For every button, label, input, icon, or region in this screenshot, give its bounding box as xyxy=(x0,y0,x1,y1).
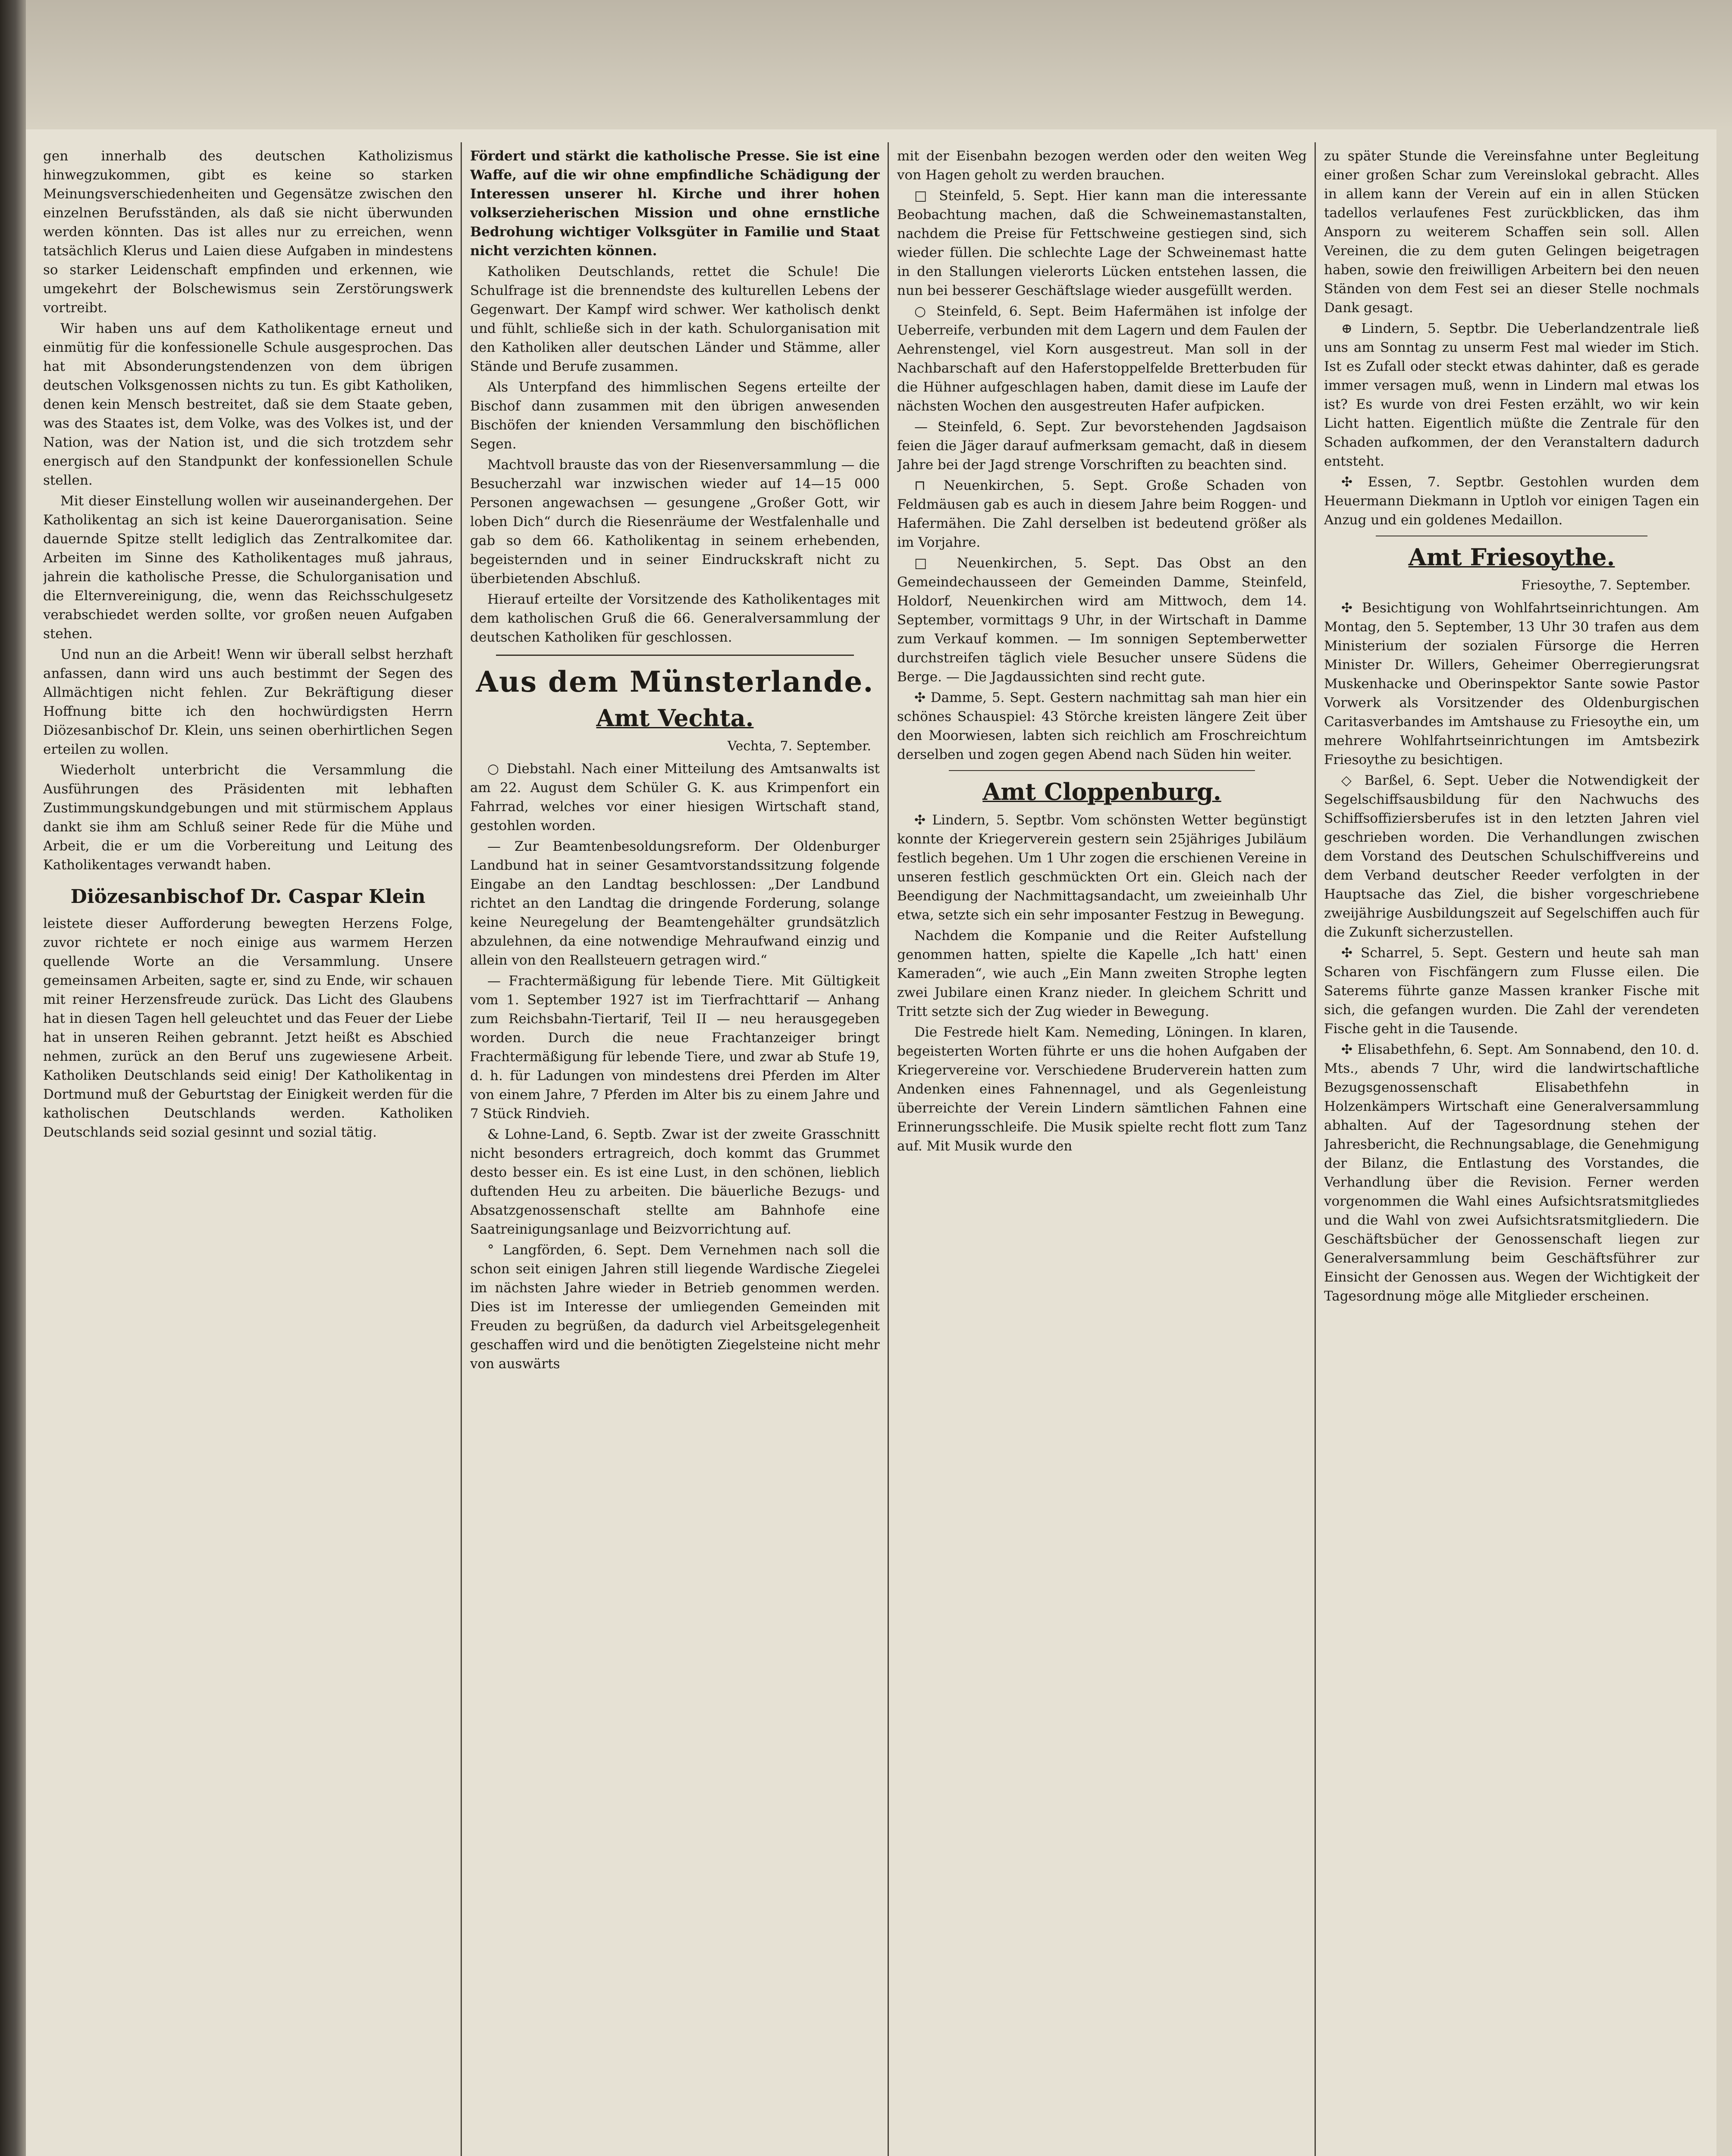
separator xyxy=(949,770,1255,771)
paragraph: ✣ Scharrel, 5. Sept. Gestern und heute sah man Scharen von Fischfängern zum Flusse eilen. Die Saterems führte ganze Massen kranker Fische mit sich, die gefangen wurden. Die Zahl der verendeten Fische geht in die Tausende. xyxy=(1324,945,1699,1037)
column-1 xyxy=(43,147,453,2156)
paragraph: ✣ Damme, 5. Sept. Gestern nachmittag sah man hier ein schönes Schauspiel: 43 Störche kreisten längere Zeit über den Moorwiesen, labten sich reichlich am Froschreichtum derselben und zogen gegen Abend nach Süden hin weiter. xyxy=(897,690,1307,762)
section-heading: Diözesanbischof Dr. Caspar Klein xyxy=(70,886,426,908)
paragraph: — Steinfeld, 6. Sept. Zur bevorstehenden Jagdsaison feien die Jäger darauf aufmerksam gemacht, daß in diesem Jahre bei der Jagd strenge Vorschriften zu beachten sind. xyxy=(897,419,1307,473)
subsection-title: Amt Friesoythe. xyxy=(1408,543,1615,571)
paragraph: Machtvoll brauste das von der Riesenversammlung — die Besucherzahl war inzwischen wieder auf 14—15 000 Personen angewachsen — gesungene „Großer Gott, wir loben Dich“ durch die Riesenräume der Westfalenhalle und gab so dem 66. Katholikentag in seinem erhebenden, begeisternden und in seiner Eindruckskraft nicht zu überbietenden Abschluß. xyxy=(470,457,880,586)
paragraph: & Lohne-Land, 6. Septb. Zwar ist der zweite Grasschnitt nicht besonders ertragreich, doch kommt das Grummet desto besser ein. Es ist eine Lust, in den schönen, lieblich duftenden Heu zu arbeiten. Die bäuerliche Bezugs- und Absatzgenossenschaft stellte am Bahnhofe eine Saatreinigungsanlage und Beizvorrichtung auf. xyxy=(470,1127,880,1237)
paragraph: gen innerhalb des deutschen Katholizismus hinwegzukommen, gibt es keine so starken Meinungsverschiedenheiten und Gegensätze zwischen den einzelnen Berufsständen, als daß sie nicht überwunden werden könnten. Das ist alles nur zu erreichen, wenn tatsächlich Klerus und Laien diese Aufgaben in mindestens so starker Leidenschaft empfinden und erkennen, wie umgekehrt der Bolschewismus sein Zerstörungswerk vortreibt. xyxy=(43,148,453,316)
subsection-title: Amt Cloppenburg. xyxy=(982,778,1221,805)
paragraph: Die Festrede hielt Kam. Nemeding, Löningen. In klaren, begeisterten Worten führte er uns die hohen Aufgaben der Kriegervereine vor. Verschiedene Bruderverein hatten zum Andenken eines Fahnennagel, und als Gegenleistung überreichte der Verein Lindern sämtlichen Fahnen eine Erinnerungsschleife. Die Musik spielte recht flott zum Tanz auf. Mit Musik wurde den xyxy=(897,1025,1307,1154)
paragraph: ✣ Elisabethfehn, 6. Sept. Am Sonnabend, den 10. d. Mts., abends 7 Uhr, wird die landwirtschaftliche Bezugsgenossenschaft Elisabethfehn in Holzenkämpers Wirtschaft eine Generalversammlung abhalten. Auf der Tagesordnung stehen der Jahresbericht, die Rechnungsablage, die Genehmigung der Bilanz, die Entlastung des Vorstandes, die Verhandlung über die Revision. Ferner werden vorgenommen die Wahl eines Aufsichtsratsmitgliedes und die Wahl von zwei Aufsichtsratsmitgliedern. Die Geschäftsbücher der Genossenschaft liegen zur Generalversammlung beim Geschäftsführer zur Einsicht der Genossen aus. Wegen der Wichtigkeit der Tagesordnung möge alle Mitglieder erscheinen. xyxy=(1324,1042,1699,1304)
column-3 xyxy=(897,147,1307,2156)
paragraph: — Frachtermäßigung für lebende Tiere. Mit Gültigkeit vom 1. September 1927 ist im Tierfrachttarif — Anhang zum Reichsbahn-Tiertarif, Teil II — neu herausgegeben worden. Durch die neue Frachtanzeiger bringt Frachtermäßigung für lebende Tiere, und zwar ab Stufe 19, d. h. für Ladungen von mindestens drei Pferden im Alter von einem Jahre, 7 Pferden im Alter bis zu einem Jahre und 7 Stück Rindvieh. xyxy=(470,973,880,1122)
column-rule xyxy=(888,142,889,2156)
paragraph: zu später Stunde die Vereinsfahne unter Begleitung einer großen Schar zum Vereinslokal gebracht. Alles in allem kann der Verein auf ein in allen Stücken tadellos verlaufenes Fest zurückblicken, das ihm Ansporn zu weiterem Schaffen sein soll. Allen Vereinen, die zu dem guten Gelingen beigetragen haben, sowie den freiwilligen Arbeitern bei den neuen Ständen von dem Fest sei an dieser Stelle nochmals Dank gesagt. xyxy=(1324,148,1699,316)
paragraph: ✣ Besichtigung von Wohlfahrtseinrichtungen. Am Montag, den 5. September, 13 Uhr 30 trafen aus dem Ministerium der sozialen Fürsorge die Herren Minister Dr. Willers, Geheimer Oberregierungsrat Muskenhacke und Oberinspektor Sante sowie Pastor Vorwerk als Vorsitzender des Oldenburgischen Caritasverbandes im Amtshause zu Friesoythe ein, um mehrere Wohlfahrtseinrichtungen im Amtsbezirk Friesoythe zu besichtigen. xyxy=(1324,600,1699,768)
paragraph: Hierauf erteilte der Vorsitzende des Katholikentages mit dem katholischen Gruß die 66. Generalversammlung der deutschen Katholiken für geschlossen. xyxy=(470,592,880,645)
paragraph: ⊓ Neuenkirchen, 5. Sept. Große Schaden von Feldmäusen gab es auch in diesem Jahre beim Roggen- und Hafermähen. Die Zahl derselben ist bedeutend größer als im Vorjahre. xyxy=(897,478,1307,550)
paragraph: ○ Steinfeld, 6. Sept. Beim Hafermähen ist infolge der Ueberreife, verbunden mit dem Lagern und dem Faulen der Aehrenstengel, viel Korn ausgestreut. Man soll in der Nachbarschaft auf den Haferstoppelfelde Bretterbuden für die Hühner aufgeschlagen haben, damit diese im Laufe der nächsten Wochen den ausgestreuten Hafer aufpicken. xyxy=(897,304,1307,414)
dateline: Vechta, 7. September. xyxy=(727,739,871,754)
paragraph: Nachdem die Kompanie und die Reiter Aufstellung genommen hatten, spielte die Kapelle „Ich hatt' einen Kameraden“, wie auch „Ein Mann zweiten Strophe legten zwei Jubilare einen Kranz nieder. In gleichem Schritt und Tritt setzte sich der Zug wieder in Bewegung. xyxy=(897,928,1307,1019)
paragraph: □ Neuenkirchen, 5. Sept. Das Obst an den Gemeindechausseen der Gemeinden Damme, Steinfeld, Holdorf, Neuenkirchen wird am Mittwoch, dem 14. September, vormittags 9 Uhr, in der Wirtschaft in Damme zum Verkauf kommen. — Im sonnigen Septemberwetter durchstreifen täglich viele Besucher unsere Südens die Berge. — Die Jagdaussichten sind recht gute. xyxy=(897,555,1307,685)
newspaper-page xyxy=(26,129,1716,2156)
binding-edge xyxy=(0,0,26,2156)
column-rule xyxy=(461,142,462,2156)
paragraph: Fördert und stärkt die katholische Presse. Sie ist eine Waffe, auf die wir ohne empfindliche Schädigung der Interessen unserer hl. Kirche und ihrer hohen volkserzieherischen Mission und ohne ernstliche Bedrohung wichtiger Volksgüter in Familie und Staat nicht verzichten können. xyxy=(470,148,880,259)
paragraph: mit der Eisenbahn bezogen werden oder den weiten Weg von Hagen geholt zu werden brauchen. xyxy=(897,148,1307,183)
paragraph: □ Steinfeld, 5. Sept. Hier kann man die interessante Beobachtung machen, daß die Schweinemastanstalten, nachdem die Preise für Fettschweine gestiegen sind, sich wieder füllen. Die schlechte Lage der Schweinemast hatte in den Stallungen vielerorts Lücken entstehen lassen, die nun bei besserer Geschäftslage wieder ausgefüllt werden. xyxy=(897,188,1307,298)
paragraph: Wir haben uns auf dem Katholikentage erneut und einmütig für die konfessionelle Schule ausgesprochen. Das hat mit Absonderungstendenzen von dem übrigen deutschen Volksgenossen nichts zu tun. Es gibt Katholiken, denen kein Mensch bestreitet, daß sie dem Staate geben, was des Staates ist, dem Volke, was des Volkes ist, und der Nation, was der Nation ist, und die sich trotzdem sehr energisch auf den Standpunkt der konfessionellen Schule stellen. xyxy=(43,321,453,488)
paragraph: ° Langförden, 6. Sept. Dem Vernehmen nach soll die schon seit einigen Jahren still liegende Wardische Ziegelei im nächsten Jahre wieder in Betrieb genommen werden. Dies ist im Interesse der umliegenden Gemeinden mit Freuden zu begrüßen, da dadurch viel Arbeitsgelegenheit geschaffen wird und die benötigten Ziegelsteine nicht mehr von auswärts xyxy=(470,1242,880,1372)
dateline: Friesoythe, 7. September. xyxy=(1521,578,1691,593)
subsection-title: Amt Vechta. xyxy=(596,704,754,732)
paragraph: ✣ Lindern, 5. Septbr. Vom schönsten Wetter begünstigt konnte der Kriegerverein gestern sein 25jähriges Jubiläum festlich begehen. Um 1 Uhr zogen die erschienen Vereine in unseren festlich geschmückten Ort ein. Gleich nach der Beendigung der Nachmittagsandacht, um zweieinhalb Uhr etwa, setzte sich ein sehr imposanter Festzug in Bewegung. xyxy=(897,812,1307,923)
paragraph: Als Unterpfand des himmlischen Segens erteilte der Bischof dann zusammen mit den übrigen anwesenden Bischöfen der knienden Versammlung den bischöflichen Segen. xyxy=(470,379,880,452)
column-4 xyxy=(1324,147,1699,2156)
paragraph: — Zur Beamtenbesoldungsreform. Der Oldenburger Landbund hat in seiner Gesamtvorstandssitzung folgende Eingabe an den Landtag beschlossen: „Der Landbund richtet an den Landtag die dringende Forderung, solange keine Neuregelung der Beamtengehälter grundsätzlich abzulehnen, da eine notwendige Mehraufwand einzig und allein von den Reallsteuern getragen wird.“ xyxy=(470,839,880,968)
paragraph: ○ Diebstahl. Nach einer Mitteilung des Amtsanwalts ist am 22. August dem Schüler G. K. aus Krimpenfort ein Fahrrad, welches vor einer hiesigen Wirtschaft stand, gestohlen worden. xyxy=(470,761,880,834)
paragraph: Mit dieser Einstellung wollen wir auseinandergehen. Der Katholikentag an sich ist keine Dauerorganisation. Seine dauernde Spitze stellt lediglich das Zentralkomitee dar. Arbeiten im Sinne des Katholikentages muß jahraus, jahrein die katholische Presse, die Schulorganisation und die Elternvereinigung, die, wenn das Reichsschulgesetz verabschiedet werden sollte, vor großen neuen Aufgaben stehen. xyxy=(43,493,453,642)
paragraph: leistete dieser Aufforderung bewegten Herzens Folge, zuvor richtete er noch einige aus warmem Herzen quellende Worte an die Versammlung. Unsere gemeinsamen Arbeiten, sagte er, sind zu Ende, wir schauen mit reiner Herzensfreude zurück. Das Licht des Glaubens hat in diesen Tagen hell geleuchtet und das Feuer der Liebe hat in unseren Reihen gebrannt. Jetzt heißt es Abschied nehmen, zurück an den Beruf uns zugewiesene Arbeit. Katholiken Deutschlands seid einig! Der Katholikentag in Dortmund muß der Geburtstag der Einigkeit werden für die katholischen Deutschlands werden. Katholiken Deutschlands seid sozial gesinnt und sozial tätig. xyxy=(43,916,453,1140)
separator xyxy=(496,655,854,656)
paragraph: Und nun an die Arbeit! Wenn wir überall selbst herzhaft anfassen, dann wird uns auch bestimmt der Segen des Allmächtigen nicht fehlen. Zur Bekräftigung dieser Hoffnung bitte ich den hochwürdigsten Herrn Diözesanbischof Dr. Klein, uns seinen oberhirtlichen Segen erteilen zu wollen. xyxy=(43,647,453,757)
paragraph: Wiederholt unterbricht die Versammlung die Ausführungen des Präsidenten mit lebhaften Zustimmungskundgebungen und mit stürmischem Applaus dankt sie ihm am Schluß seiner Rede für die Mühe und Arbeit, die er um die Vorbereitung und Leitung des Katholikentages verwandt haben. xyxy=(43,762,453,873)
paragraph: ⊕ Lindern, 5. Septbr. Die Ueberlandzentrale ließ uns am Sonntag zu unserm Fest mal wieder im Stich. Ist es Zufall oder steckt etwas dahinter, daß es gerade immer versagen muß, wenn in Lindern mal etwas los ist? Es wurde von drei Festen erzählt, wo wir kein Licht hatten. Eigentlich müßte die Zentrale für den Schaden aufkommen, der den Veranstaltern dadurch entsteht. xyxy=(1324,321,1699,469)
column-2 xyxy=(470,147,880,2156)
section-title: Aus dem Münsterlande. xyxy=(476,665,874,699)
paragraph: Katholiken Deutschlands, rettet die Schule! Die Schulfrage ist die brennendste des kulturellen Lebens der Gegenwart. Der Kampf wird schwer. Wer katholisch denkt und fühlt, schließe sich in der kath. Schulorganisation mit den Katholiken aller deutschen Länder und Stämme, aller Stände und Berufe zusammen. xyxy=(470,264,880,374)
paragraph: ✣ Essen, 7. Septbr. Gestohlen wurden dem Heuermann Diekmann in Uptloh vor einigen Tagen ein Anzug und ein goldenes Medaillon. xyxy=(1324,474,1699,528)
paragraph: ◇ Barßel, 6. Sept. Ueber die Notwendigkeit der Segelschiffsausbildung für den Nachwuchs des Schiffsoffiziersberufes ist in den letzten Jahren viel geschrieben worden. Die Verhandlungen zwischen dem Vorstand des Deutschen Schulschiffvereins und dem Verband deutscher Reeder verfolgten in der Hauptsache das Ziel, die bisher vorgeschriebene zweijährige Ausbildungszeit auf Segelschiffen auch für die Zukunft sicherzustellen. xyxy=(1324,773,1699,940)
column-rule xyxy=(1315,142,1316,2156)
page-top-margin xyxy=(26,0,1732,129)
